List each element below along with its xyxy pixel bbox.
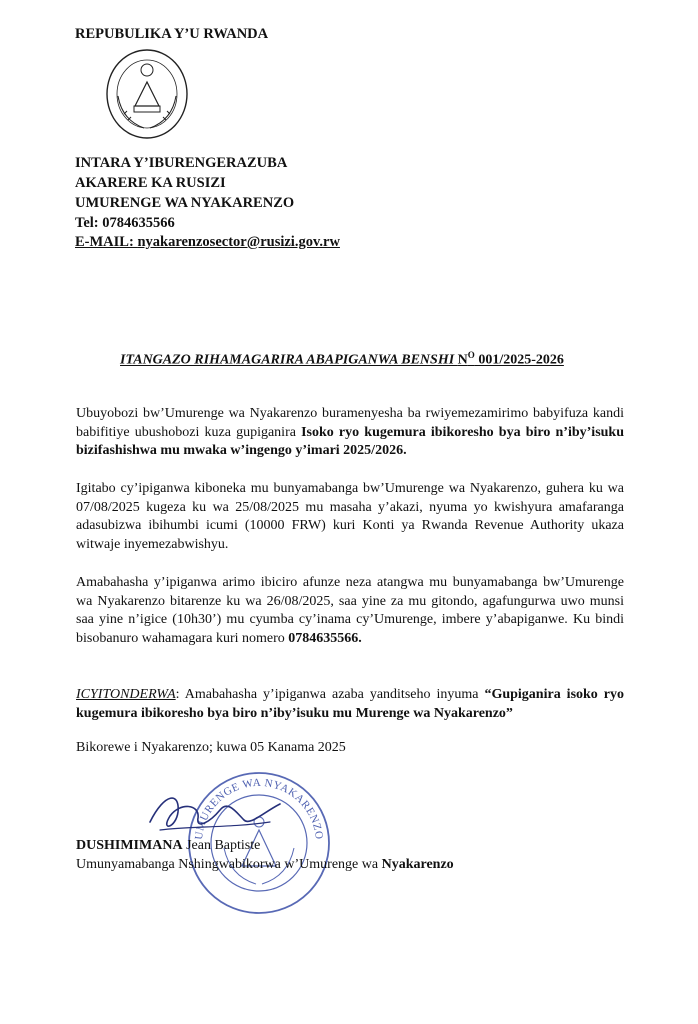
title-number-sup: O [467, 350, 475, 360]
note-label: ICYITONDERWA [76, 687, 176, 702]
signatory-given: Jean Baptiste [182, 838, 261, 853]
province-name: INTARA Y’IBURENGERAZUBA [75, 155, 288, 171]
sector-name: UMURENGE WA NYAKARENZO [75, 195, 295, 211]
note-text: : Amabahasha y’ipiganwa azaba yanditseho inyuma [175, 687, 485, 702]
title-number: 001/2025-2026 [474, 352, 564, 368]
p1-text: Ubuyobozi bw’Umurenge wa Nyakarenzo buramenyesha ba rwiyemezamirimo babyifuza kandi babifitiye ubushobozi kuza gupiganira [76, 406, 624, 440]
note-paragraph [76, 686, 624, 723]
signatory-name [76, 838, 260, 854]
p3-bold: 0784635566. [288, 630, 362, 646]
title-text: ITANGAZO RIHAMAGARIRA ABAPIGANWA BENSHI [120, 352, 458, 368]
rwanda-coat-of-arms-icon [104, 44, 190, 140]
email [75, 232, 340, 252]
district-name: AKARERE KA RUSIZI [75, 175, 226, 191]
tel-value: 0784635566 [102, 215, 175, 231]
announcement-title [120, 350, 564, 369]
p1-bold: Isoko ryo kugemura ibikoresho bya biro n’iby’isuku bizifashishwa mu mwaka w’ingengo y’imari 2025/2026. [76, 424, 624, 458]
role-text: Umunyamabanga Nshingwabikorwa w’Umurenge wa [76, 857, 382, 872]
title-number-prefix: N [457, 352, 468, 368]
note-bold: “Gupiganira isoko ryo kugemura ibikoresho bya biro n’iby’isuku mu Murenge wa Nyakarenzo” [76, 687, 624, 721]
telephone [75, 213, 175, 233]
signatory-surname: DUSHIMIMANA [76, 838, 183, 853]
handwritten-signature-icon [140, 782, 290, 842]
place-and-date: Bikorewe i Nyakarenzo; kuwa 05 Kanama 2025 [76, 740, 346, 755]
tel-label: Tel: [75, 215, 103, 231]
p2-text: Igitabo cy’ipiganwa kiboneka mu bunyamabanga bw’Umurenge wa Nyakarenzo, guhera ku wa 07/08/2025 kugeza ku wa 25/08/2025 mu masaha y’akazi, nyuma yo kwishyura amafaranga adasubizwa ibihumbi icumi (10000 FRW) kuri Konti ya Rwanda Revenue Authority ukaza witwaje inyemezabwishyu. [76, 481, 624, 552]
email-value[interactable]: nyakarenzosector@rusizi.gov.rw [137, 234, 340, 250]
email-label: E-MAIL: [75, 234, 138, 250]
paragraph-1 [76, 405, 624, 461]
stamp-text: UMURENGE WA NYAKARENZO [192, 776, 326, 841]
country-name: REPUBULIKA Y’U RWANDA [75, 26, 269, 42]
paragraph-2 [76, 480, 624, 554]
role-bold: Nyakarenzo [381, 857, 454, 872]
p3-text: Amabahasha y’ipiganwa arimo ibiciro afunze neza atangwa mu bunyamabanga bw’Umurenge wa Nyakarenzo bitarenze ku wa 26/08/2025, saa yine za mu gitondo, agafungurwa uwo munsi saa yine n’igice (10h30’) mu cyumba cy’inama cy’Umurenge, imbere y’abapiganwe. Ku bindi bisobanuro wahamagara kuri nomero [76, 575, 624, 646]
paragraph-3 [76, 574, 624, 648]
signatory-role [76, 857, 454, 873]
